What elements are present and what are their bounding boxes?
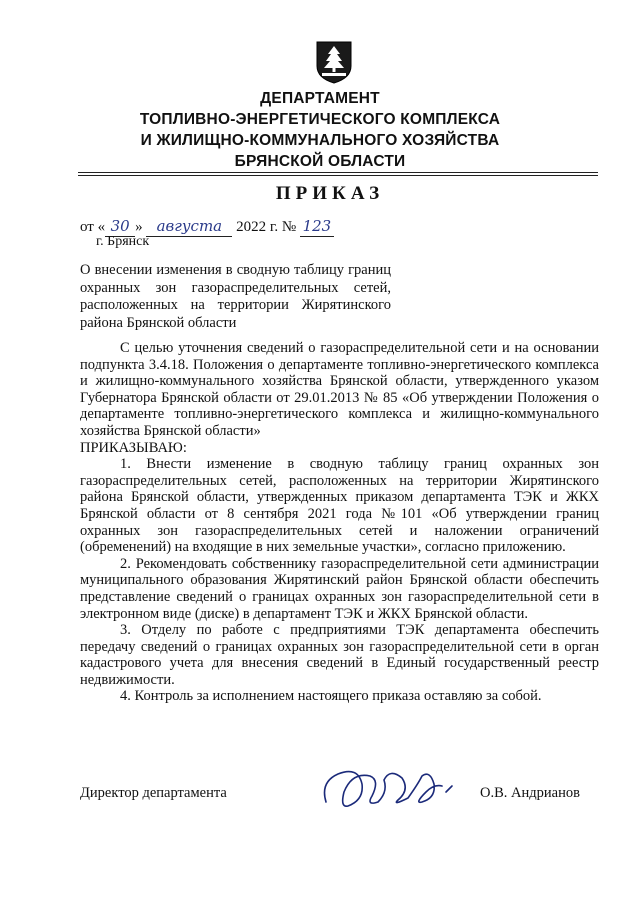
header-line-2: ТОПЛИВНО-ЭНЕРГЕТИЧЕСКОГО КОМПЛЕКСА — [139, 111, 501, 128]
header-line-1: ДЕПАРТАМЕНТ — [260, 90, 380, 107]
order-subject: О внесении изменения в сводную таблицу границ охранных зон газораспределительных сетей, расположенных на территории Жирятинского района Брянской области — [80, 262, 391, 331]
order-word: ПРИКАЗЫВАЮ: — [80, 439, 187, 456]
date-prefix: от « — [80, 219, 106, 235]
order-number: 123 — [302, 217, 332, 235]
order-body — [80, 340, 599, 705]
handwritten-signature — [318, 762, 468, 822]
department-header — [0, 88, 640, 172]
city-label: г. Брянск — [96, 234, 150, 249]
signatory-name: О.В. Андрианов — [480, 785, 580, 801]
order-item-2: 2. Рекомендовать собственнику газораспределительной сети администрации муниципального образования Жирятинский район Брянской области обеспечить представление сведений о границах охранных зон газораспределительной сети в электронном виде (диске) в департамент ТЭК и ЖКХ Брянской области. — [80, 555, 599, 622]
date-month: августа — [156, 217, 223, 235]
coat-of-arms-icon — [314, 40, 354, 84]
signatory-role: Директор департамента — [80, 785, 227, 801]
document-title: ПРИКАЗ — [275, 183, 385, 204]
order-item-3: 3. Отделу по работе с предприятиями ТЭК департамента обеспечить передачу сведений о границах охранных зон газораспределительной сети в орган кадастрового учета для внесения сведений в Единый государственный реестр недвижимости. — [80, 622, 599, 688]
header-divider-top — [78, 172, 598, 173]
header-line-3: И ЖИЛИЩНО-КОММУНАЛЬНОГО ХОЗЯЙСТВА — [140, 132, 500, 149]
date-year: 2022 г. — [236, 219, 279, 235]
date-day: 30 — [110, 217, 130, 235]
date-mid: » — [135, 219, 143, 235]
header-line-4: БРЯНСКОЙ ОБЛАСТИ — [234, 153, 406, 170]
order-item-4: 4. Контроль за исполнением настоящего приказа оставляю за собой. — [120, 688, 542, 705]
header-divider-bottom — [78, 175, 598, 176]
preamble-paragraph: С целью уточнения сведений о газораспределительной сети и на основании подпункта 3.4.18. Положения о департаменте топливно-энергетического комплекса и жилищно-коммунального хозяйства Брянской области, утвержденного указом Губернатора Брянской области от 29.01.2013 № 85 «Об утверждении Положения о департаменте топливно-энергетического комплекса и жилищно-коммунального хозяйства Брянской области» — [80, 340, 599, 439]
order-item-1: 1. Внести изменение в сводную таблицу границ охранных зон газораспределительных сетей, расположенных на территории Жирятинского района Брянской области, утвержденных приказом департамента ТЭК и ЖКХ Брянской области от 8 сентября 2021 года №101 «Об утверждении границ охранных зон газораспределительных сетей и наложении ограничений (обременений) на входящие в них земельные участки», согласно приложению. — [80, 456, 599, 556]
number-label: № — [281, 219, 297, 235]
